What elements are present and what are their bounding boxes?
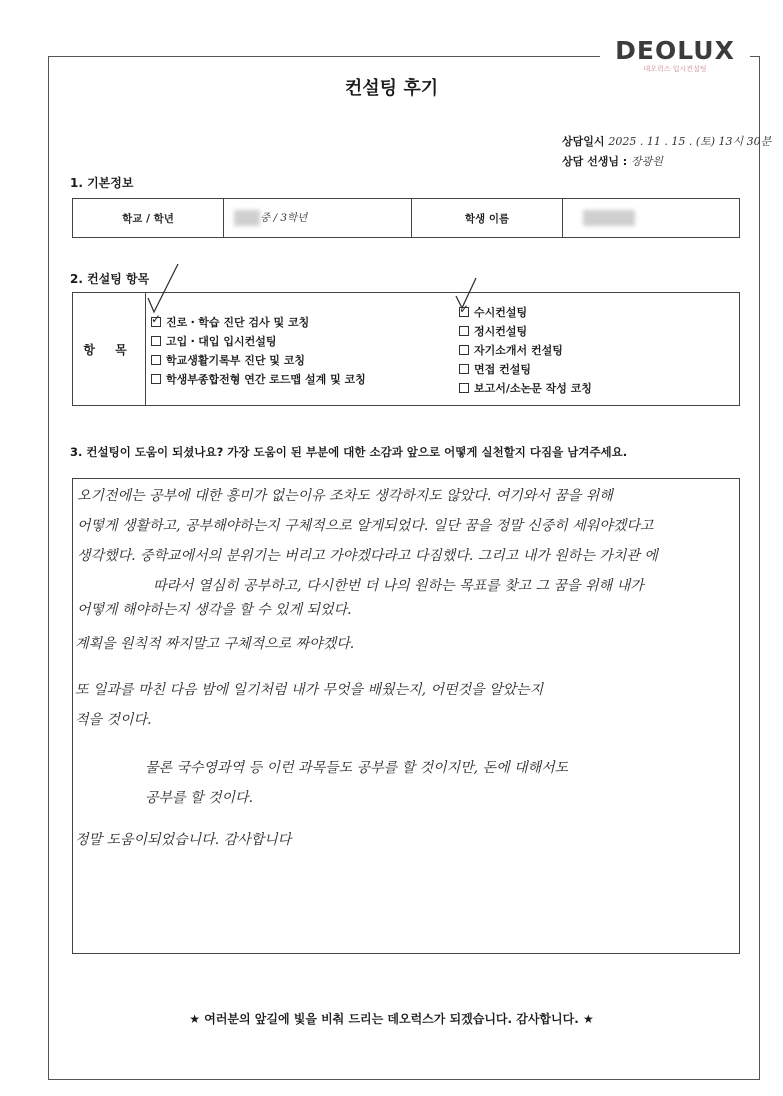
section1-heading: 1. 기본정보 [70,176,134,190]
item-label: 학교생활기록부 진단 및 코칭 [166,354,305,367]
date-value: 2025 . 11 . 15 . (토) 13시 30분 [608,135,772,148]
redacted-student-name [583,210,635,226]
school-value: 중 / 3학년 [260,212,308,224]
checkbox-icon[interactable] [459,345,469,355]
checkbox-icon[interactable] [151,336,161,346]
student-label: 학생 이름 [412,199,563,238]
item-left-3[interactable] [151,370,366,389]
answer-line: 적을 것이다. [75,712,152,728]
student-value-cell [563,199,740,238]
basic-info-table [72,198,740,238]
item-label: 보고서/소논문 작성 코칭 [474,382,592,395]
answer-line: 어떻게 해야하는지 생각을 할 수 있게 되었다. [77,602,352,618]
answer-line: 오기전에는 공부에 대한 흥미가 없는이유 조차도 생각하지도 않았다. 여기와서 꿈을 위해 [77,488,613,504]
redacted-school [234,210,260,226]
handwritten-check-mark-left [140,262,190,332]
item-right-3[interactable] [459,360,592,379]
answer-line: 공부를 할 것이다. [145,790,254,806]
review-answer-box[interactable] [72,478,740,954]
teacher-label: 상담 선생님 : [562,155,628,168]
item-right-4[interactable] [459,379,592,398]
logo-subtitle: 데오럭스 입시컨설팅 [643,65,707,73]
items-row-header: 항 목 [73,293,146,405]
item-label: 고입・대입 입시컨설팅 [166,335,277,348]
footer-message: ★ 여러분의 앞길에 빛을 비춰 드리는 데오럭스가 되겠습니다. 감사합니다. ★ [189,1012,594,1026]
item-label: 학생부종합전형 연간 로드맵 설계 및 코칭 [166,373,366,386]
section3-question: 3. 컨설팅이 도움이 되셨나요? 가장 도움이 된 부분에 대한 소감과 앞으로 어떻게 실천할지 다짐을 남겨주세요. [70,445,628,459]
logo-brand-x: X [714,36,735,65]
logo-brand: DEOLU [615,36,715,65]
school-value-cell [224,199,412,238]
item-right-1[interactable] [459,322,592,341]
school-label: 학교 / 학년 [73,199,224,238]
page-title: 컨설팅 후기 [344,78,439,99]
answer-line: 계획을 원칙적 짜지말고 구체적으로 짜야겠다. [75,636,355,652]
items-right-column [459,303,592,398]
answer-line: 정말 도움이되었습니다. 감사합니다 [75,832,292,848]
checkbox-icon[interactable] [151,374,161,384]
checkbox-icon[interactable] [459,326,469,336]
item-left-1[interactable] [151,332,366,351]
answer-line: 어떻게 생활하고, 공부해야하는지 구체적으로 알게되었다. 일단 꿈을 정말 신중히 세워야겠다고 [77,518,654,534]
section2-heading: 2. 컨설팅 항목 [70,272,150,286]
answer-line: 따라서 열심히 공부하고, 다시한번 더 나의 원하는 목표를 찾고 그 꿈을 위해 내가 [153,578,644,594]
answer-line: 또 일과를 마친 다음 밤에 일기처럼 내가 무엇을 배웠는지, 어떤것을 알았는지 [75,682,544,698]
answer-line: 생각했다. 중학교에서의 분위기는 버리고 가야겠다라고 다짐했다. 그리고 내가 원하는 가치관 에 [77,548,658,564]
item-label: 면접 컨설팅 [474,363,531,376]
item-label: 자기소개서 컨설팅 [474,344,563,357]
item-right-2[interactable] [459,341,592,360]
consult-meta [562,132,771,172]
item-label: 진로・학습 진단 검사 및 코칭 [166,316,310,329]
checkbox-icon[interactable] [151,355,161,365]
checkbox-icon[interactable] [459,364,469,374]
checkbox-icon[interactable] [459,383,469,393]
date-label: 상담일시 [562,135,605,148]
teacher-value: 장광원 [631,155,663,168]
answer-line: 물론 국수영과역 등 이런 과목들도 공부를 할 것이지만, 돈에 대해서도 [145,760,569,776]
item-label: 수시컨설팅 [474,306,528,319]
item-left-2[interactable] [151,351,366,370]
handwritten-check-mark-right [450,276,490,316]
item-label: 정시컨설팅 [474,325,528,338]
